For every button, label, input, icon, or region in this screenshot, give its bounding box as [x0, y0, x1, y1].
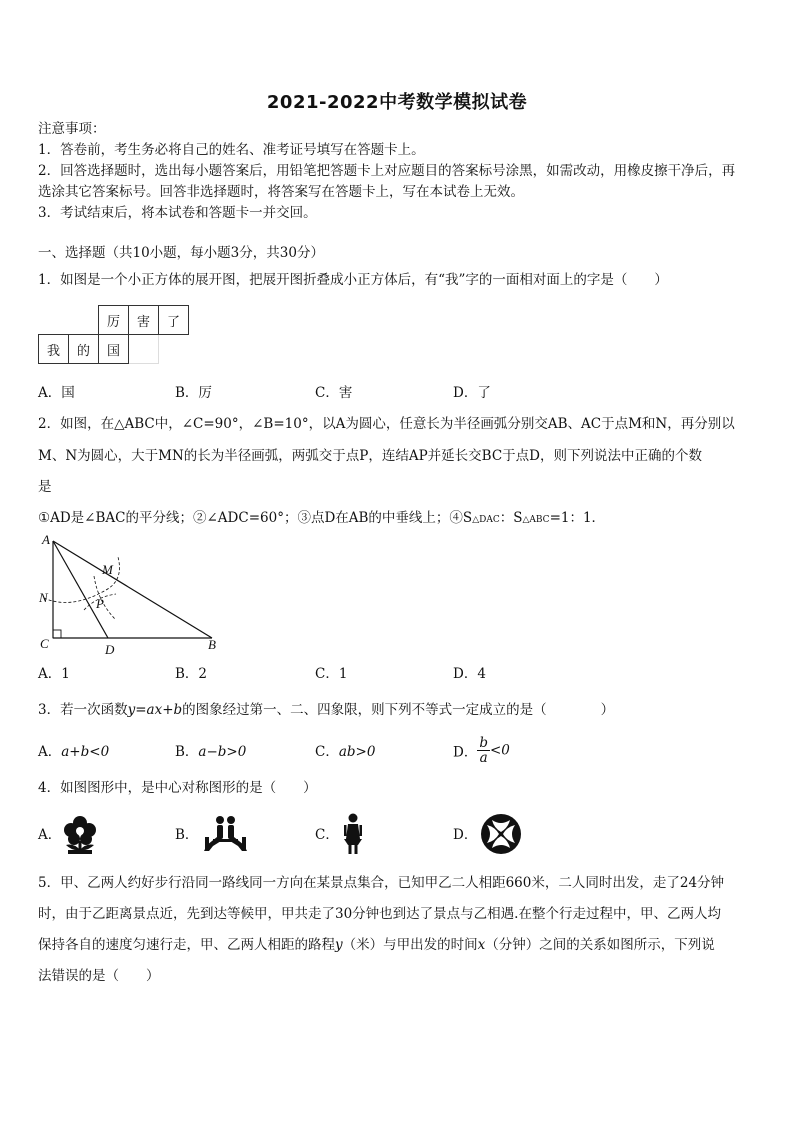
- notice-heading: 注意事项：: [38, 121, 106, 137]
- question-2-statements: ①AD是∠BAC的平分线；②∠ADC=60°；③点D在AB的中垂线上；④S△DAC：S△ABC=1：1．: [38, 510, 606, 526]
- q1-option-d: D．了: [453, 385, 491, 401]
- section-heading: 一、选择题（共10小题，每小题3分，共30分）: [38, 245, 324, 261]
- net-cell: 厉: [99, 306, 129, 335]
- question-1-stem: 1．如图是一个小正方体的展开图，把展开图折叠成小正方体后，有“我”字的一面相对面上的字是（ ）: [38, 272, 668, 288]
- net-cell: 国: [99, 335, 129, 364]
- q4-option-b: B．: [175, 827, 199, 843]
- q1-option-c: C．害: [315, 385, 353, 401]
- notice-item: 3．考试结束后，将本试卷和答题卡一并交回。: [38, 205, 317, 221]
- question-5-line: 保持各自的速度匀速行走，甲、乙两人相距的路程y（米）与甲出发的时间x（分钟）之间的关系如图所示，下列说: [38, 937, 715, 953]
- q4-option-c: C．: [315, 827, 339, 843]
- q1-option-a: A．国: [38, 385, 75, 401]
- question-3-stem: 3．若一次函数y=ax+b的图象经过第一、二、四象限，则下列不等式一定成立的是（ ）: [38, 702, 615, 718]
- label-m: M: [102, 562, 113, 577]
- label-a: A: [42, 532, 50, 547]
- question-5-line: 法错误的是（ ）: [38, 968, 160, 984]
- net-cell: 我: [39, 335, 69, 364]
- question-5-line: 5．甲、乙两人约好步行沿同一路线同一方向在某景点集合，已知甲乙二人相距660米，二人同时出发，走了24分钟: [38, 875, 725, 891]
- net-cell: 的: [69, 335, 99, 364]
- cube-net: [38, 305, 189, 364]
- q3-option-b: B．a−b>0: [175, 744, 247, 760]
- q3-option-c: C．ab>0: [315, 744, 376, 760]
- notice-item: 2．回答选择题时，选出每小题答案后，用铅笔把答题卡上对应题目的答案标号涂黑，如需改动，用橡皮擦干净后，再: [38, 163, 736, 179]
- question-2-line: M、N为圆心，大于MN的长为半径画弧，两弧交于点P，连结AP并延长交BC于点D，则下列说法中正确的个数: [38, 448, 703, 464]
- label-b: B: [208, 637, 216, 652]
- circle-x-icon: [479, 812, 523, 856]
- net-cell-blank: [129, 335, 159, 364]
- q2-option-c: C．1: [315, 666, 348, 682]
- label-n: N: [39, 590, 48, 605]
- q1-option-b: B．厉: [175, 385, 212, 401]
- net-cell: 害: [129, 306, 159, 335]
- page-title: 2021-2022中考数学模拟试卷: [266, 92, 528, 113]
- q2-option-b: B．2: [175, 666, 208, 682]
- notice-item: 1．答卷前，考生务必将自己的姓名、准考证号填写在答题卡上。: [38, 142, 425, 158]
- flower-icon: [62, 815, 98, 855]
- q4-option-d: D．: [453, 827, 478, 843]
- net-cell: 了: [159, 306, 189, 335]
- q3-option-a: A．a+b<0: [38, 744, 110, 760]
- question-2-line: 2．如图，在△ABC中，∠C=90°，∠B=10°，以A为圆心，任意长为半径画弧分别交AB、AC于点M和N，再分别以: [38, 416, 735, 432]
- label-p: P: [96, 596, 104, 611]
- question-4-stem: 4．如图图形中，是中心对称图形的是（ ）: [38, 780, 317, 796]
- label-c: C: [40, 636, 49, 651]
- woman-icon: [339, 813, 367, 855]
- triangle-figure: [36, 532, 226, 660]
- notice-item: 选涂其它答案标号。回答非选择题时，将答案写在答题卡上，写在本试卷上无效。: [38, 184, 524, 200]
- two-people-sitting-icon: [201, 815, 249, 853]
- question-2-line: 是: [38, 479, 52, 495]
- question-5-line: 时，由于乙距离景点近，先到达等候甲，甲共走了30分钟也到达了景点与乙相遇.在整个行走过程中，甲、乙两人均: [38, 906, 721, 922]
- q2-option-d: D．4: [453, 666, 486, 682]
- q2-option-a: A．1: [38, 666, 70, 682]
- q4-option-a: A．: [38, 827, 62, 843]
- label-d: D: [105, 642, 115, 657]
- q3-option-d: D． $\frac{b}{a}$ <0: [453, 735, 510, 766]
